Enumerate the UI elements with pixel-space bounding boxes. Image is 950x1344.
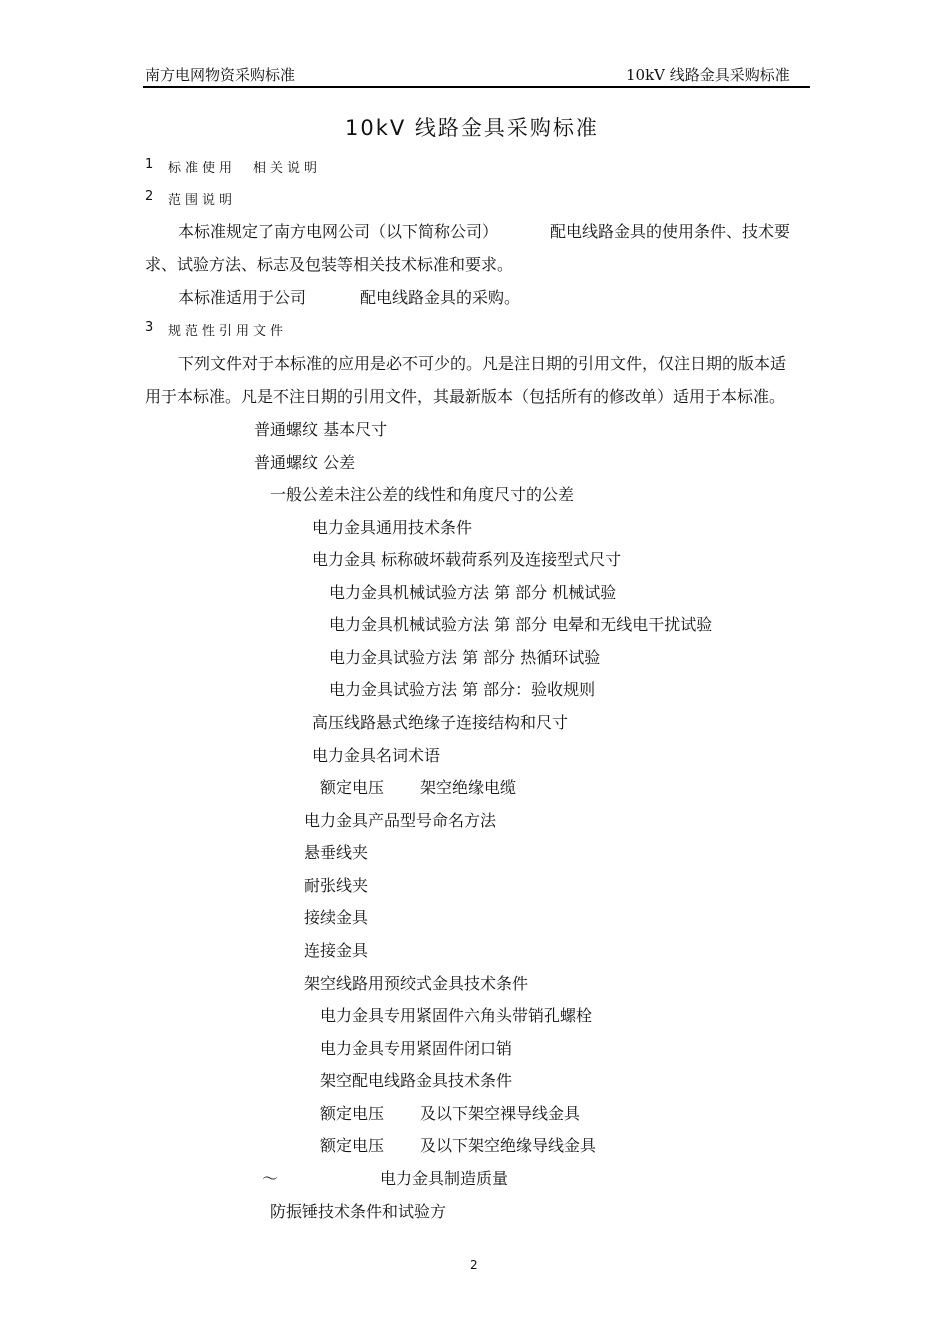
- section-3-heading: 规范性引用文件: [168, 324, 288, 339]
- reference-item: 悬垂线夹: [304, 843, 369, 862]
- reference-item: 电力金具试验方法 第 部分：验收规则: [329, 680, 596, 699]
- reference-item: 接续金具: [304, 908, 369, 927]
- reference-item: 额定电压: [320, 1104, 385, 1123]
- reference-item: 耐张线夹: [304, 876, 369, 895]
- reference-item: 电力金具通用技术条件: [312, 518, 473, 537]
- reference-item: ～: [262, 1169, 279, 1188]
- reference-item: 电力金具产品型号命名方法: [304, 811, 497, 830]
- reference-item-suffix: 及以下架空裸导线金具: [420, 1104, 581, 1123]
- reference-item: 电力金具名词术语: [312, 746, 441, 765]
- header-divider: [143, 86, 810, 88]
- section-1-heading: 标准使用: [168, 161, 237, 176]
- reference-item: 一般公差未注公差的线性和角度尺寸的公差: [270, 485, 575, 504]
- reference-item: 电力金具 标称破坏载荷系列及连接型式尺寸: [312, 550, 622, 569]
- scope-text-1a: 本标准规定了南方电网公司（以下简称公司）: [178, 222, 499, 241]
- reference-item: 架空配电线路金具技术条件: [320, 1071, 513, 1090]
- reference-item: 电力金具专用紧固件六角头带销孔螺栓: [320, 1006, 593, 1025]
- reference-item: 电力金具机械试验方法 第 部分 机械试验: [329, 583, 617, 602]
- header-right-text: 10kV 线路金具采购标准: [626, 66, 790, 84]
- reference-item: 额定电压: [320, 778, 385, 797]
- reference-item-suffix: 及以下架空绝缘导线金具: [420, 1136, 597, 1155]
- document-title: 10kV 线路金具采购标准: [345, 116, 599, 140]
- reference-item-suffix: 电力金具制造质量: [380, 1169, 509, 1188]
- reference-item: 额定电压: [320, 1136, 385, 1155]
- scope-text-1b: 配电线路金具的使用条件、技术要: [550, 222, 791, 241]
- references-intro-1: 下列文件对于本标准的应用是必不可少的。凡是注日期的引用文件，仅注日期的版本适: [178, 354, 787, 373]
- section-2-number: 2: [145, 189, 158, 204]
- reference-item: 架空线路用预绞式金具技术条件: [304, 974, 529, 993]
- reference-item-suffix: 架空绝缘电缆: [420, 778, 517, 797]
- scope-applicability-b: 配电线路金具的采购。: [360, 288, 521, 307]
- section-1-number: 1: [145, 157, 158, 172]
- reference-item: 普通螺纹 公差: [254, 453, 356, 472]
- reference-item: 电力金具机械试验方法 第 部分 电晕和无线电干扰试验: [329, 615, 713, 634]
- reference-item: 连接金具: [304, 941, 369, 960]
- reference-item: 普通螺纹 基本尺寸: [254, 420, 388, 439]
- section-3-number: 3: [145, 320, 158, 335]
- header-left-text: 南方电网物资采购标准: [145, 66, 296, 84]
- page-number: 2: [470, 1258, 478, 1272]
- scope-applicability-a: 本标准适用于公司: [178, 288, 307, 307]
- references-intro-2: 用于本标准。凡是不注日期的引用文件，其最新版本（包括所有的修改单）适用于本标准。: [145, 387, 786, 406]
- section-2-heading: 范围说明: [168, 193, 237, 208]
- reference-item: 防振锤技术条件和试验方: [270, 1202, 447, 1221]
- reference-item: 高压线路悬式绝缘子连接结构和尺寸: [312, 713, 569, 732]
- section-1-heading-2: 相关说明: [253, 161, 322, 176]
- reference-item: 电力金具试验方法 第 部分 热循环试验: [329, 648, 601, 667]
- scope-text-2: 求、试验方法、标志及包装等相关技术标准和要求。: [145, 255, 514, 274]
- reference-item: 电力金具专用紧固件闭口销: [320, 1039, 513, 1058]
